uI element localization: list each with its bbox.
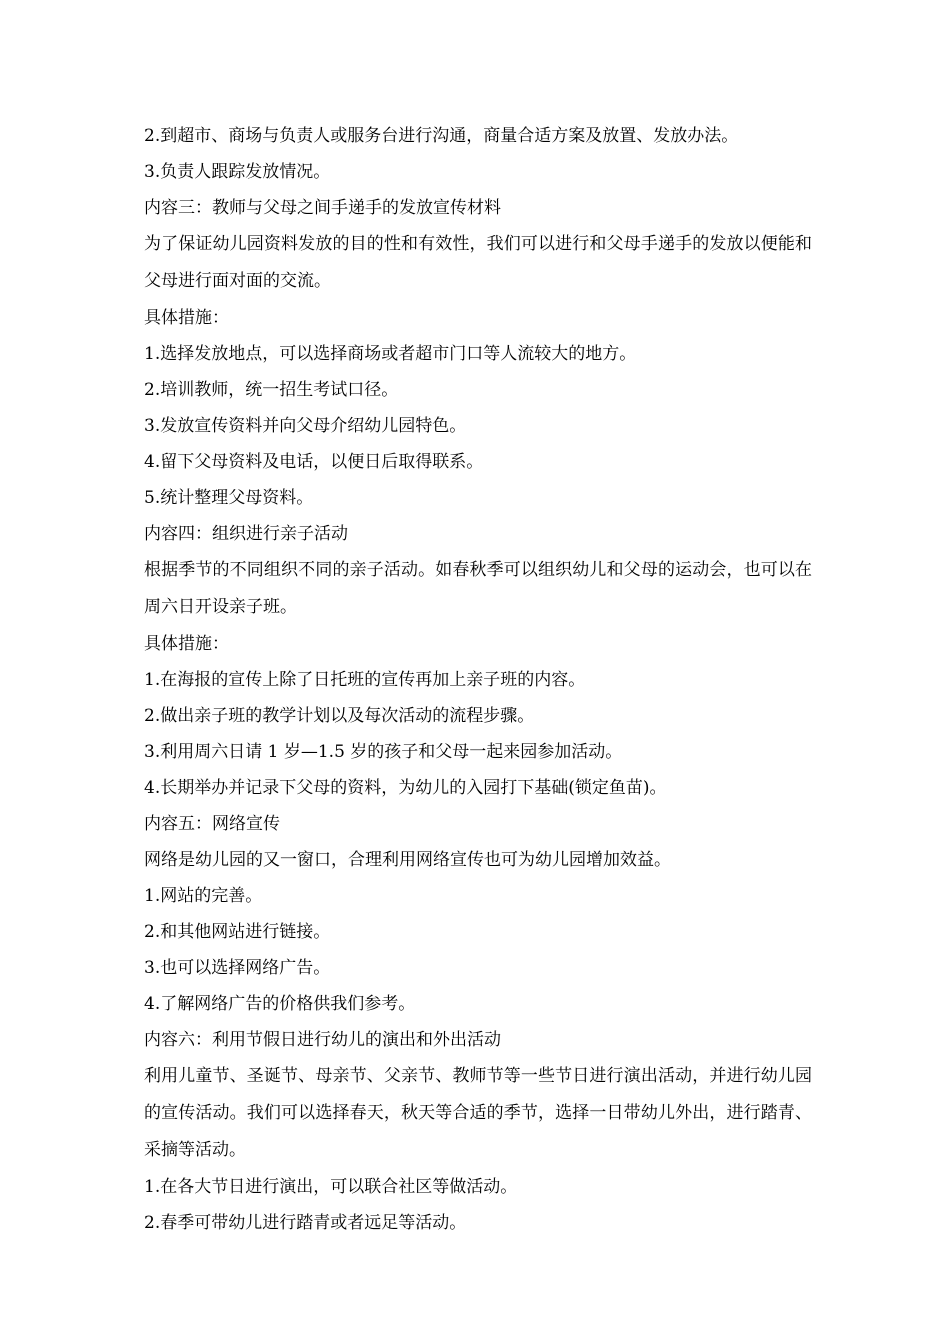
section-heading: 内容四：组织进行亲子活动 [144,524,348,544]
document-page [144,118,812,1241]
list-item: 2.培训教师，统一招生考试口径。 [144,380,399,400]
list-item: 2.春季可带幼儿进行踏青或者远足等活动。 [144,1213,467,1233]
list-item: 3.利用周六日请 1 岁—1.5 岁的孩子和父母一起来园参加活动。 [144,742,623,762]
section-heading: 内容五：网络宣传 [144,814,280,834]
paragraph: 网络是幼儿园的又一窗口，合理利用网络宣传也可为幼儿园增加效益。 [144,850,671,870]
list-item: 1.在各大节日进行演出，可以联合社区等做活动。 [144,1177,518,1197]
list-item: 2.到超市、商场与负责人或服务台进行沟通，商量合适方案及放置、发放办法。 [144,126,739,146]
subheading: 具体措施： [144,634,229,654]
paragraph: 为了保证幼儿园资料发放的目的性和有效性，我们可以进行和父母手递手的发放以便能和父母进行面对面的交流。 [144,234,812,291]
list-item: 4.长期举办并记录下父母的资料，为幼儿的入园打下基础(锁定鱼苗)。 [144,778,667,798]
list-item: 3.也可以选择网络广告。 [144,958,331,978]
list-item: 1.网站的完善。 [144,886,263,906]
section-heading: 内容三：教师与父母之间手递手的发放宣传材料 [144,198,501,218]
list-item: 2.做出亲子班的教学计划以及每次活动的流程步骤。 [144,706,535,726]
list-item: 1.选择发放地点，可以选择商场或者超市门口等人流较大的地方。 [144,344,637,364]
list-item: 1.在海报的宣传上除了日托班的宣传再加上亲子班的内容。 [144,670,586,690]
list-item: 4.留下父母资料及电话，以便日后取得联系。 [144,452,484,472]
list-item: 2.和其他网站进行链接。 [144,922,331,942]
paragraph: 根据季节的不同组织不同的亲子活动。如春秋季可以组织幼儿和父母的运动会，也可以在周六日开设亲子班。 [144,560,812,617]
list-item: 4.了解网络广告的价格供我们参考。 [144,994,416,1014]
subheading: 具体措施： [144,308,229,328]
paragraph: 利用儿童节、圣诞节、母亲节、父亲节、教师节等一些节日进行演出活动，并进行幼儿园的宣传活动。我们可以选择春天，秋天等合适的季节，选择一日带幼儿外出，进行踏青、采摘等活动。 [144,1066,812,1160]
list-item: 5.统计整理父母资料。 [144,488,314,508]
list-item: 3.发放宣传资料并向父母介绍幼儿园特色。 [144,416,467,436]
list-item: 3.负责人跟踪发放情况。 [144,162,331,182]
section-heading: 内容六：利用节假日进行幼儿的演出和外出活动 [144,1030,501,1050]
